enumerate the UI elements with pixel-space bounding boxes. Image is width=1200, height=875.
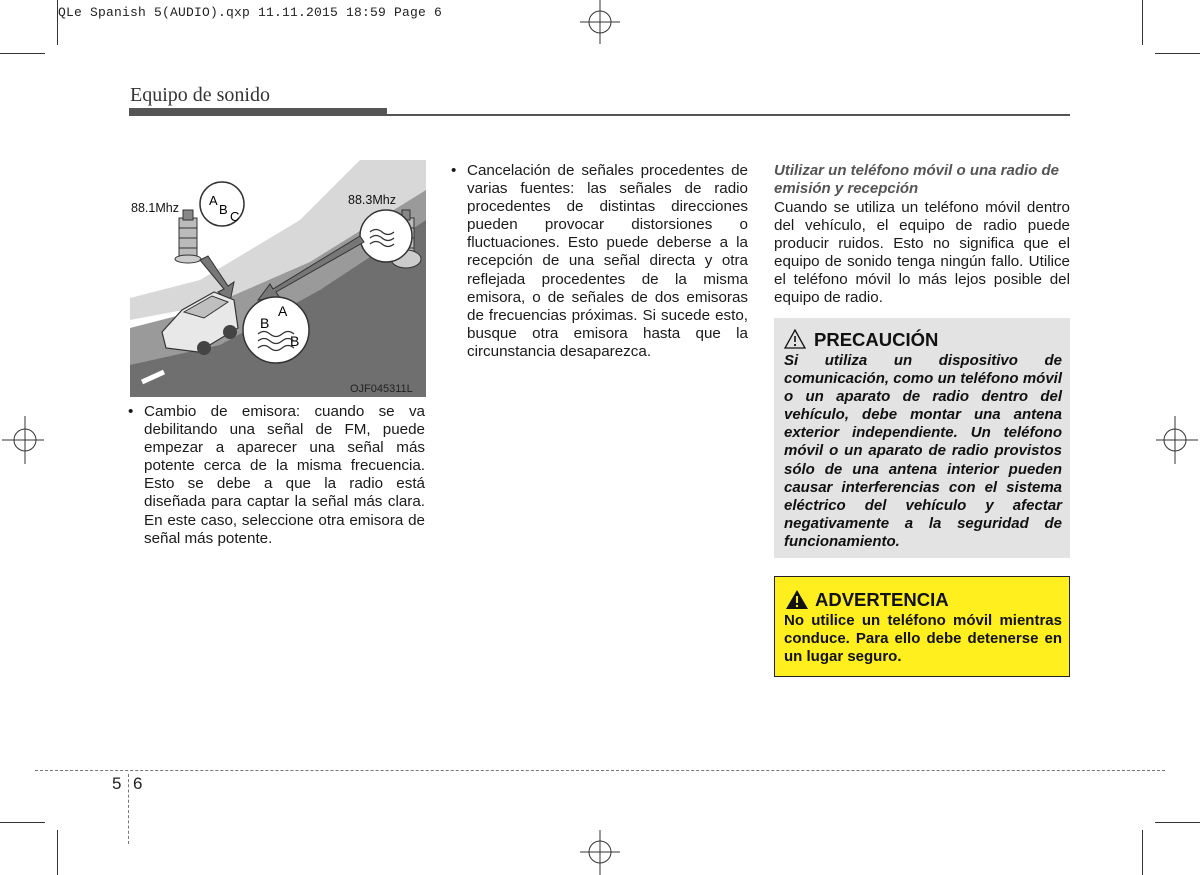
- registration-mark-bottom: [570, 828, 630, 875]
- tower-left-icon: [175, 210, 201, 263]
- mobile-phone-paragraph: Cuando se utiliza un teléfono móvil dentro del vehículo, el equipo de radio puede producir ruidos. Esto no significa que el equipo de sonido tenga ningún fallo. Utilice el teléfono móvil lo más lejos posible del equipo de radio.: [774, 199, 1070, 307]
- radio-reception-figure: [130, 160, 426, 397]
- warning-body: No utilice un teléfono móvil mientras conduce. Para ello debe detenerse en un lugar seguro.: [784, 612, 1062, 666]
- page-number-divider: [128, 774, 129, 844]
- print-slug: QLe Spanish 5(AUDIO).qxp 11.11.2015 18:59 Page 6: [58, 5, 443, 20]
- warning-triangle-icon: [785, 589, 809, 610]
- registration-mark-top: [570, 0, 630, 50]
- bullet-station-change: • Cambio de emisora: cuando se va debilitando una señal de FM, puede empezar a aparecer una señal más potente cerca de la misma frecuencia. Esto se debe a que la radio está diseñada para captar la señal más clara. En este caso, seleccione otra emisora de señal más potente.: [128, 403, 425, 548]
- column-1-text: [128, 403, 425, 548]
- mobile-phone-heading: Utilizar un teléfono móvil o una radio de emisión y recepción: [774, 162, 1060, 197]
- figure-code: OJF045311L: [350, 383, 413, 395]
- bubble-car-letter-a: A: [278, 303, 288, 319]
- page-section-number: 5: [112, 774, 123, 793]
- column-2-text: [451, 162, 748, 361]
- registration-mark-right: [1155, 412, 1200, 468]
- section-title: Equipo de sonido: [130, 84, 270, 106]
- bubble-car-letter-b1: B: [260, 315, 270, 331]
- page-number: 6: [133, 774, 144, 793]
- caution-triangle-icon: [784, 329, 806, 349]
- warning-title: ADVERTENCIA: [815, 589, 949, 610]
- bubble-left-letter-a: A: [209, 193, 218, 208]
- reception-illustration: [130, 160, 426, 397]
- bubble-left-letter-b: B: [219, 202, 228, 217]
- title-rule: [387, 114, 1070, 116]
- caution-body: Si utiliza un dispositivo de comunicación, como un teléfono móvil o un aparato de radio dentro del vehículo, debe montar una antena exterior independiente. Un teléfono móvil o un aparato de radio provistos sólo de una antena interior pueden causar interferencias con el sistema eléctrico del vehículo y afectar negativamente a la seguridad de funcionamiento.: [784, 352, 1062, 550]
- title-bar: [129, 108, 387, 116]
- registration-mark-left: [0, 412, 45, 468]
- frequency-label-left: 88.1Mhz: [131, 201, 179, 215]
- bubble-car-letter-b2: B: [290, 333, 300, 349]
- frequency-label-right: 88.3Mhz: [348, 193, 396, 207]
- bubble-left-letter-c: C: [230, 209, 240, 224]
- signal-bubble-car: [243, 297, 309, 363]
- signal-bubble-right: [360, 210, 412, 262]
- bullet-signal-cancellation: • Cancelación de señales procedentes de varias fuentes: las señales de radio procedentes de distintas direcciones pueden provocar distorsiones o fluctuaciones. Esto puede deberse a la recepción de una señal directa y otra reflejada procedentes de la misma emisora, o de señales de dos emisoras de frecuencias próximas. Si sucede esto, busque otra emisora hasta que la circunstancia desaparezca.: [451, 162, 748, 361]
- footer-rule: [35, 770, 1165, 771]
- caution-title: PRECAUCIÓN: [814, 329, 939, 350]
